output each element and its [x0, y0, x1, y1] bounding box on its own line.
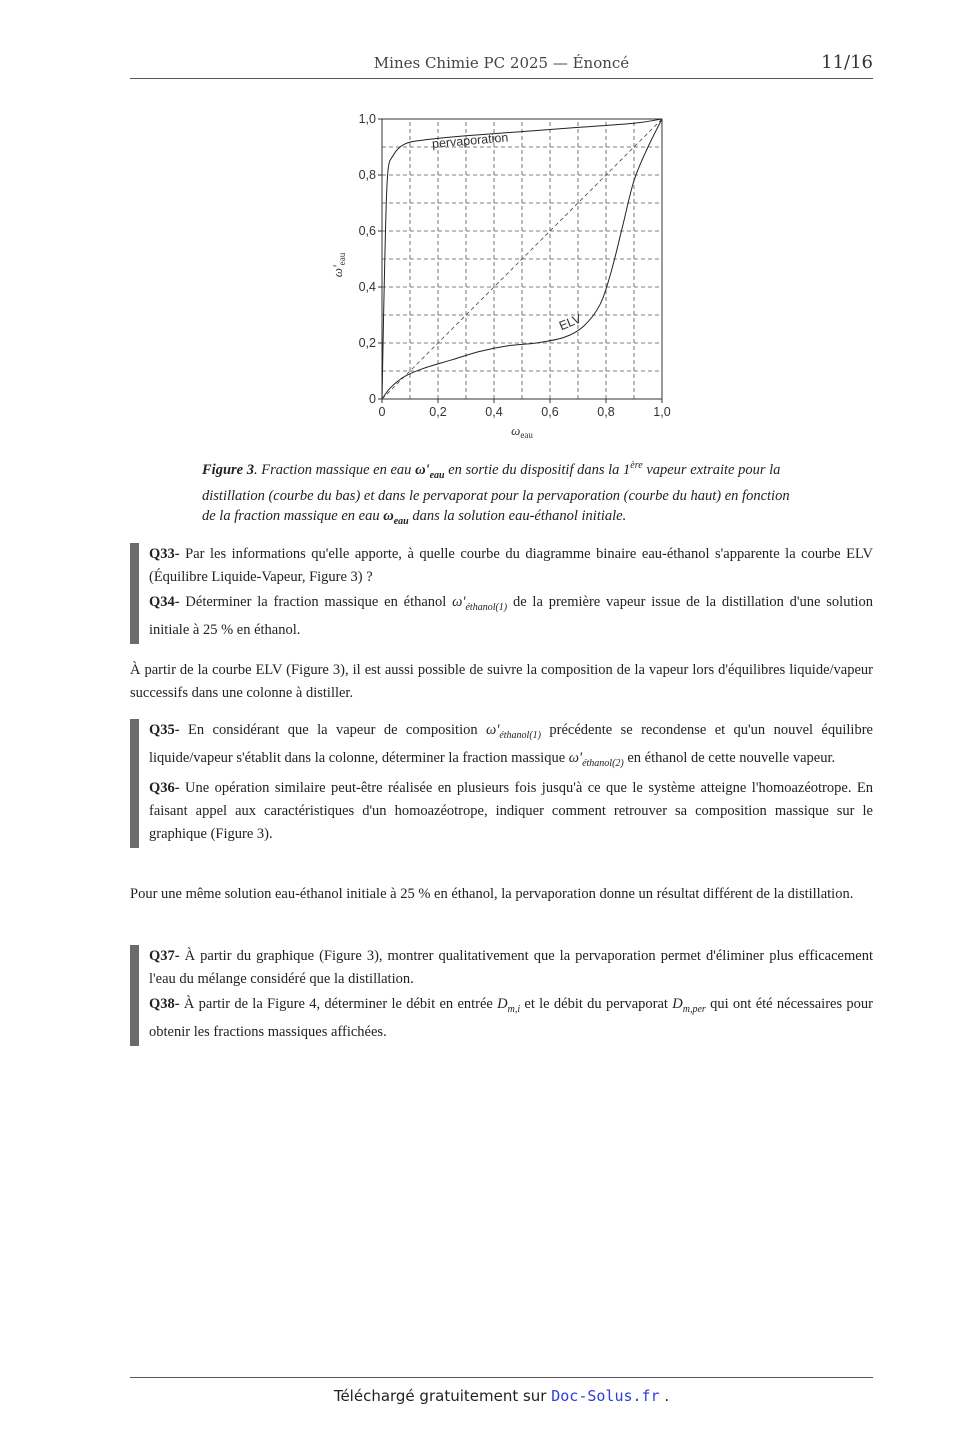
- y-tick-label: 0,8: [358, 168, 376, 182]
- y-tick-label: 1,0: [358, 112, 376, 126]
- footer-text: Téléchargé gratuitement sur Doc-Solus.fr .: [333, 1387, 670, 1405]
- question-bar: [130, 543, 139, 644]
- figure-3: [318, 100, 678, 445]
- page-header: [130, 52, 873, 79]
- page-number: 11/16: [821, 52, 873, 73]
- series-label-elv: ELV: [557, 311, 584, 334]
- caption-text-3: vapeur extraite pour la distillation (courbe du bas) et dans le pervaporat pour la pervaporation (courbe du haut) en fonction de la fraction massique en eau: [202, 461, 790, 524]
- x-tick-label: 0: [378, 405, 386, 419]
- y-axis-label: $\omega'_{eau}$: [330, 252, 347, 278]
- series-label-pervaporation: pervaporation: [431, 130, 509, 151]
- y-tick-label: 0,6: [358, 224, 376, 238]
- x-tick-label: 0,4: [485, 405, 503, 419]
- caption-text-1: . Fraction massique en eau: [253, 461, 416, 478]
- question-q35: Q35- En considérant que la vapeur de composition $\omega'_{éthanol(1)}$ précédente se recondense et qu'un nouvel équilibre liquide/vapeur s'établit dans la colonne, déterminer la fraction massique $\omega'_{éthanol(2)}$ en éthanol de cette nouvelle vapeur.: [149, 722, 873, 769]
- question-bar: [130, 719, 139, 848]
- x-tick-label: 0,6: [541, 405, 559, 419]
- x-tick-label: 0,8: [597, 405, 615, 419]
- paragraph-1: À partir de la courbe ELV (Figure 3), il est aussi possible de suivre la composition de la vapeur lors d'équilibres liquide/vapeur successifs dans une colonne à distiller.: [130, 662, 873, 701]
- page-footer: [130, 1377, 873, 1405]
- figure-caption: [202, 456, 802, 532]
- elv-chart: [318, 100, 678, 445]
- paragraph-2: Pour une même solution eau-éthanol initiale à 25 % en éthanol, la pervaporation donne un résultat différent de la distillation.: [130, 886, 854, 902]
- y-tick-label: 0: [369, 392, 376, 406]
- question-bar: [130, 945, 139, 1046]
- question-block-2: [130, 719, 873, 848]
- x-tick-label: 1,0: [653, 405, 671, 419]
- caption-symbol-2: $\omega_{eau}$: [383, 507, 409, 527]
- x-axis-label: $\omega_{eau}$: [511, 423, 533, 440]
- header-title: Mines Chimie PC 2025 — Énoncé: [373, 54, 630, 72]
- caption-text-2: en sortie du dispositif dans la 1: [444, 461, 631, 478]
- caption-text-4: dans la solution eau-éthanol initiale.: [408, 507, 627, 524]
- doc-solus-link[interactable]: Doc-Solus.fr: [551, 1387, 660, 1405]
- y-tick-label: 0,2: [358, 336, 376, 350]
- x-tick-label: 0,2: [429, 405, 447, 419]
- question-block-1: [130, 543, 873, 644]
- question-block-3: [130, 945, 873, 1046]
- caption-label: Figure 3: [202, 461, 254, 478]
- caption-sup: ère: [630, 460, 643, 471]
- question-q36: Q36- Une opération similaire peut-être réalisée en plusieurs fois jusqu'à ce que le système atteigne l'homoazéotrope. En faisant appel aux caractéristiques d'un homoazéotrope, indiquer comment retrouver sa composition massique sur le graphique (Figure 3).: [149, 779, 873, 842]
- caption-symbol-1: $\omega'_{eau}$: [415, 461, 445, 481]
- question-q34: Q34- Déterminer la fraction massique en éthanol $\omega'_{éthanol(1)}$ de la première vapeur issue de la distillation d'une solution initiale à 25 % en éthanol.: [149, 594, 874, 638]
- question-q37: Q37- À partir du graphique (Figure 3), montrer qualitativement que la pervaporation permet d'éliminer plus efficacement l'eau du mélange considéré que la distillation.: [149, 948, 873, 987]
- y-tick-label: 0,4: [358, 280, 376, 294]
- question-q38: Q38- À partir de la Figure 4, déterminer le débit en entrée $D_{m,i}$ et le débit du pervaporat $D_{m,per}$ qui ont été nécessaires pour obtenir les fractions massiques affichées.: [149, 996, 873, 1040]
- question-q33: Q33- Par les informations qu'elle apporte, à quelle courbe du diagramme binaire eau-éthanol s'apparente la courbe ELV (Équilibre Liquide-Vapeur, Figure 3) ?: [149, 546, 873, 585]
